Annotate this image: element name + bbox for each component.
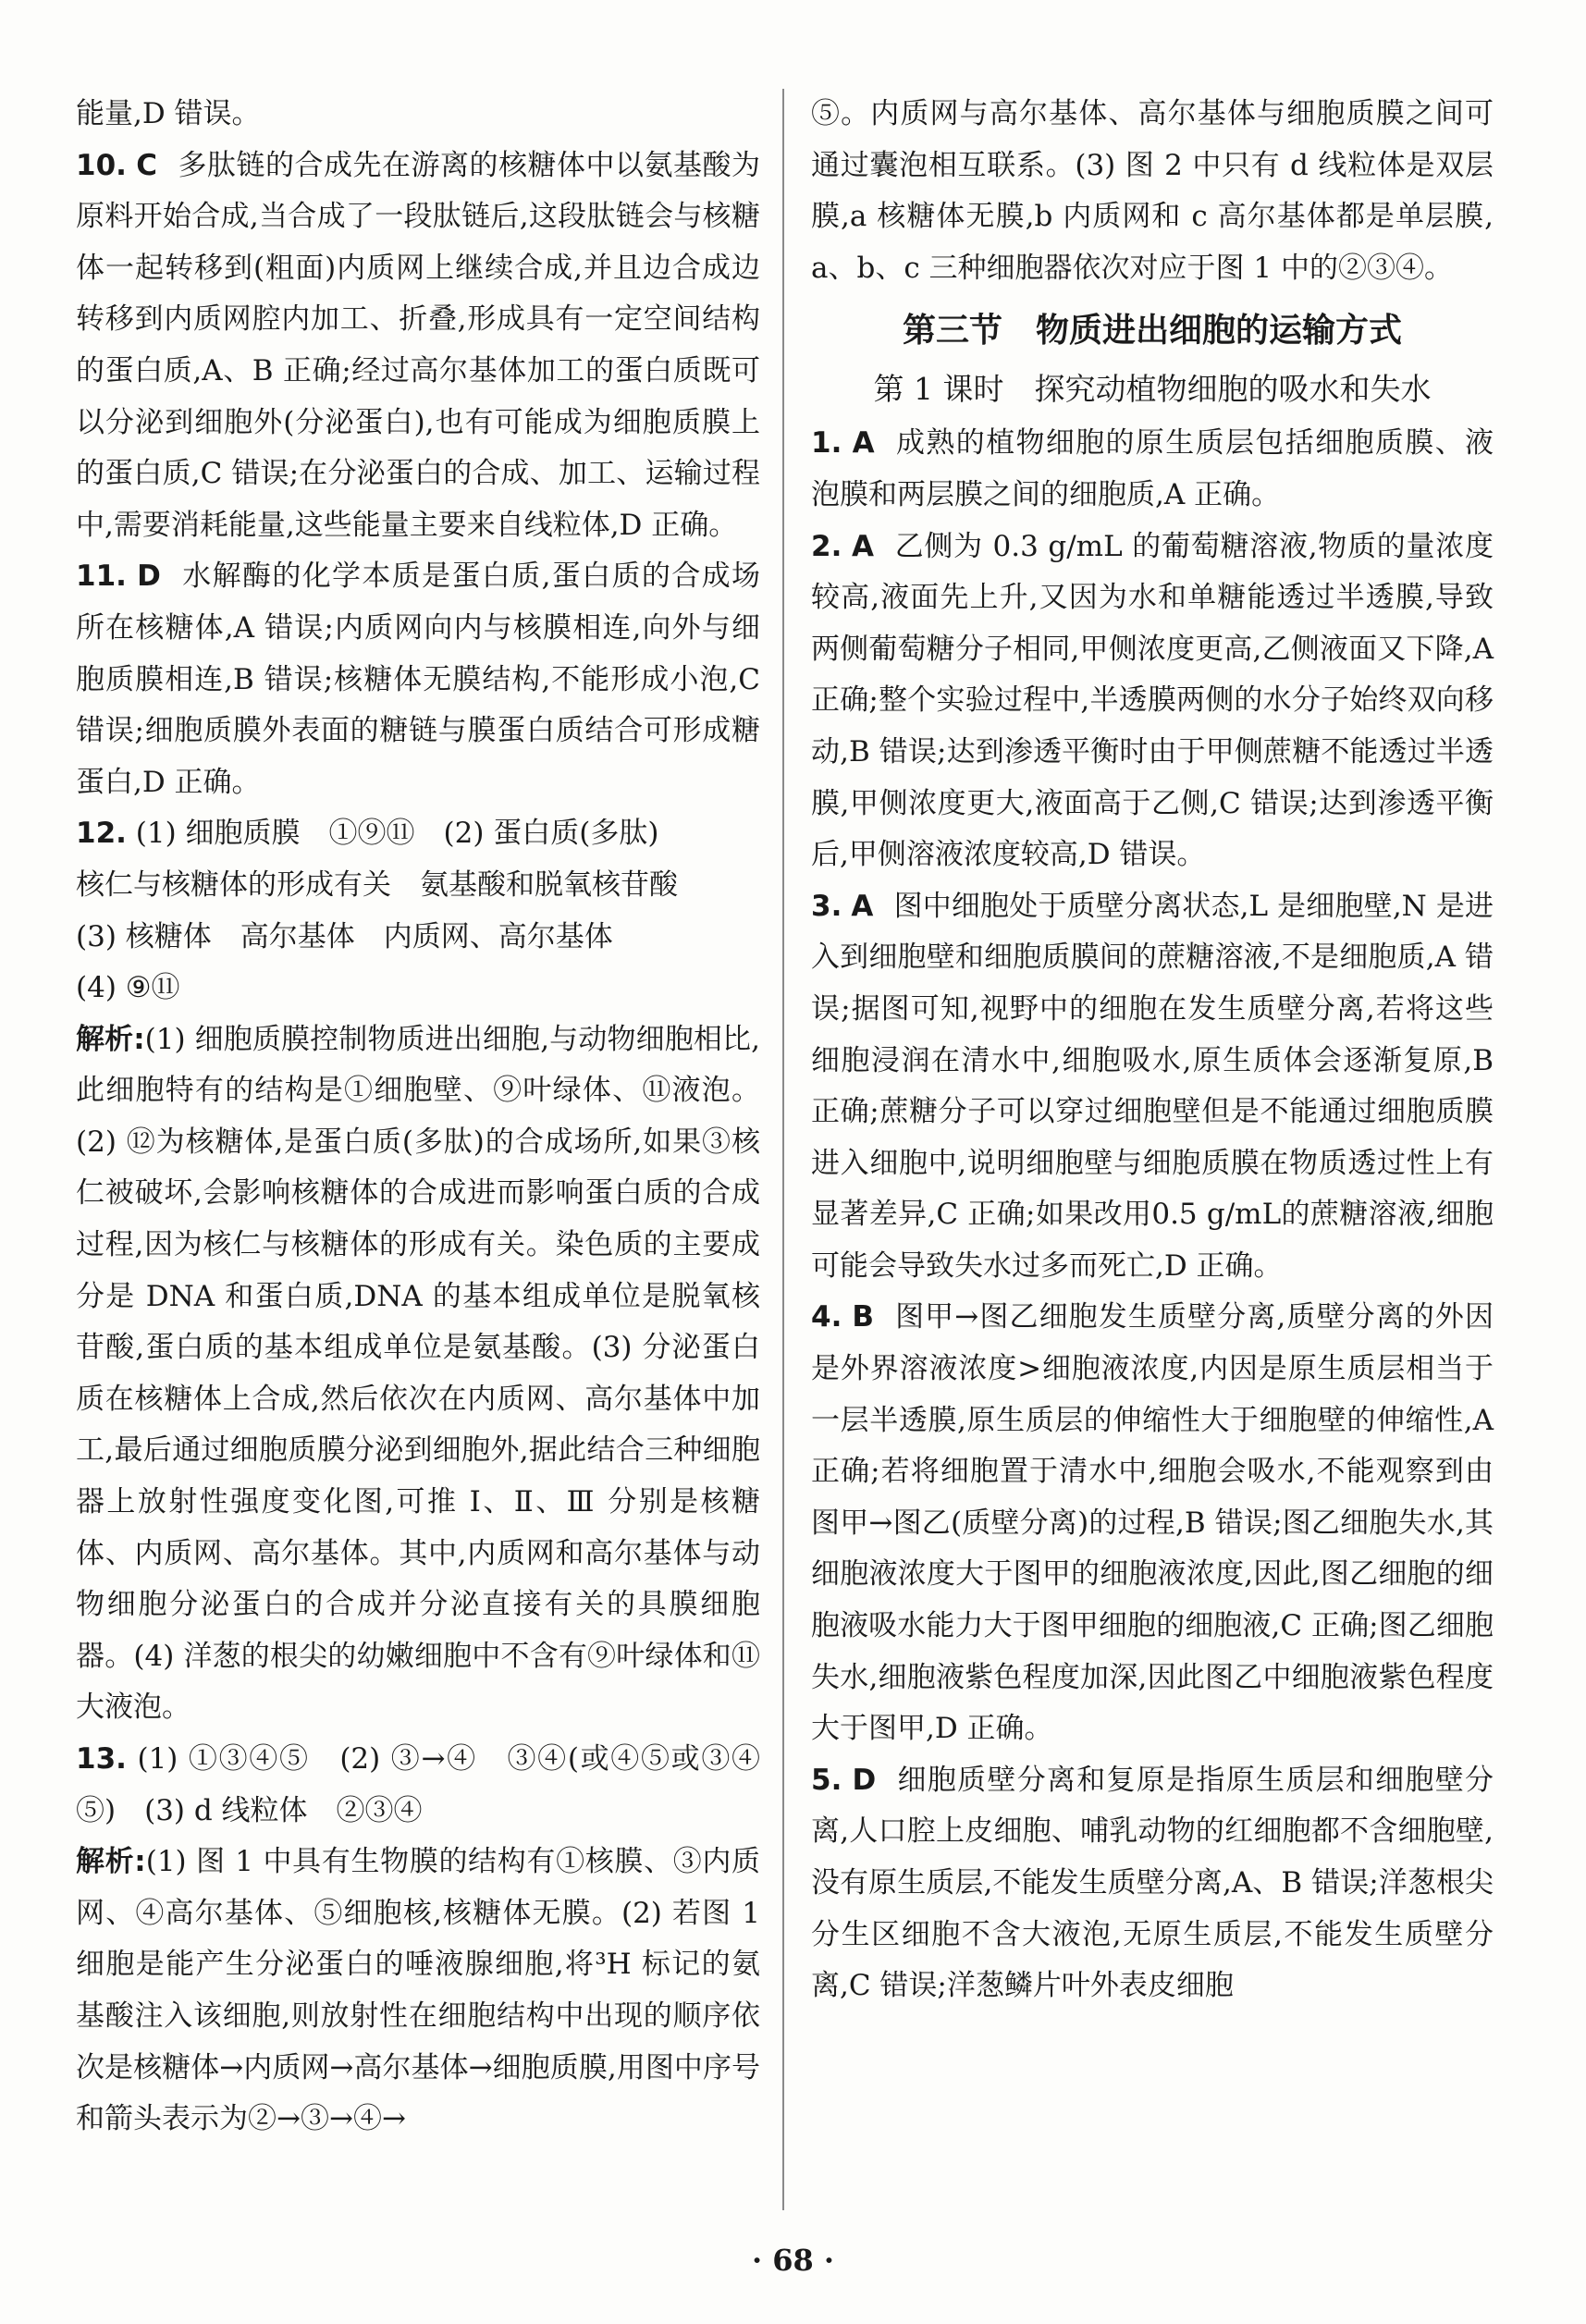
item-answer: A — [851, 529, 874, 563]
page-number: · 68 · — [751, 2243, 835, 2278]
item-number: 4. — [811, 1300, 842, 1334]
answer-item-12 — [76, 808, 760, 1734]
analysis-text: (1) 图 1 中具有生物膜的结构有①核膜、③内质网、④高尔基体、⑤细胞核,核糖体无膜。(2) 若图 1 细胞是能产生分泌蛋白的唾液腺细胞,将³H 标记的氨基酸注入该细胞,则放射性在细胞结构中出现的顺序依次是核糖体→内质网→高尔基体→细胞质膜,用图中序号和箭头表示为②→③→④→ — [76, 1845, 760, 2136]
answer-item-10 — [76, 141, 760, 552]
answer-item-13 — [76, 1734, 760, 2146]
item-explanation: 图甲→图乙细胞发生质壁分离,质壁分离的外因是外界溶液浓度>细胞液浓度,内因是原生质层相当于一层半透膜,原生质层的伸缩性大于细胞壁的伸缩性,A 正确;若将细胞置于清水中,细胞会吸水,不能观察到由图甲→图乙(质壁分离)的过程,B 错误;图乙细胞失水,其细胞液浓度大于图甲的细胞液浓度,因此,图乙细胞的细胞液吸水能力大于图甲细胞的细胞液,C 正确;图乙细胞失水,细胞液紫色程度加深,因此图乙中细胞液紫色程度大于图甲,D 正确。 — [811, 1300, 1494, 1746]
item-answer: D — [137, 559, 161, 594]
item-explanation: 水解酶的化学本质是蛋白质,蛋白质的合成场所在核糖体,A 错误;内质网向内与核膜相连,向外与细胞质膜相连,B 错误;核糖体无膜结构,不能形成小泡,C 错误;细胞质膜外表面的糖链与膜蛋白质结合可形成糖蛋白,D 正确。 — [76, 559, 760, 799]
answer-item-3 — [811, 881, 1494, 1293]
item-answer: A — [852, 426, 875, 461]
item-explanation: 多肽链的合成先在游离的核糖体中以氨基酸为原料开始合成,当合成了一段肽链后,这段肽链会与核糖体一起转移到(粗面)内质网上继续合成,并且边合成边转移到内质网腔内加工、折叠,形成具有一定空间结构的蛋白质,A、B 正确;经过高尔基体加工的蛋白质既可以分泌到细胞外(分泌蛋白),也有可能成为细胞质膜上的蛋白质,C 错误;在分泌蛋白的合成、加工、运输过程中,需要消耗能量,这些能量主要来自线粒体,D 正确。 — [76, 148, 761, 542]
lesson-title: 第 1 课时 探究动植物细胞的吸水和失水 — [873, 371, 1432, 408]
item-explanation: 细胞质壁分离和复原是指原生质层和细胞壁分离,人口腔上皮细胞、哺乳动物的红细胞都不含细胞壁,没有原生质层,不能发生质壁分离,A、B 错误;洋葱根尖分生区细胞不含大液泡,无原生质层,不能发生质壁分离,C 错误;洋葱鳞片叶外表皮细胞 — [811, 1763, 1494, 2003]
item-answer: C — [136, 148, 158, 182]
answer-item-4 — [811, 1292, 1494, 1754]
item-number: 3. — [811, 889, 842, 923]
item-explanation: 乙侧为 0.3 g/mL 的葡萄糖溶液,物质的量浓度较高,液面先上升,又因为水和单糖能透过半透膜,导致两侧葡萄糖分子相同,甲侧浓度更高,乙侧液面又下降,A 正确;整个实验过程中,半透膜两侧的水分子始终双向移动,B 错误;达到渗透平衡时由于甲侧蔗糖不能透过半透膜,甲侧浓度更大,液面高于乙侧,C 错误;达到渗透平衡后,甲侧溶液浓度较高,D 错误。 — [811, 529, 1494, 872]
column-divider — [782, 89, 784, 2210]
item-analysis — [76, 1837, 760, 2146]
analysis-text: (1) 细胞质膜控制物质进出细胞,与动物细胞相比,此细胞特有的结构是①细胞壁、⑨叶绿体、⑪液泡。(2) ⑫为核糖体,是蛋白质(多肽)的合成场所,如果③核仁被破坏,会影响核糖体的合成进而影响蛋白质的合成过程,因为核仁与核糖体的形成有关。染色质的主要成分是 DNA 和蛋白质,DNA 的基本组成单位是脱氧核苷酸,蛋白质的基本组成单位是氨基酸。(3) 分泌蛋白质在核糖体上合成,然后依次在内质网、高尔基体中加工,最后通过细胞质膜分泌到细胞外,据此结合三种细胞器上放射性强度变化图,可推 Ⅰ、Ⅱ、Ⅲ 分别是核糖体、内质网、高尔基体。其中,内质网和高尔基体与动物细胞分泌蛋白的合成并分泌直接有关的具膜细胞器。(4) 洋葱的根尖的幼嫩细胞中不含有⑨叶绿体和⑪大液泡。 — [76, 1022, 760, 1725]
item-number: 2. — [811, 529, 842, 563]
item-number: 13. — [76, 1742, 127, 1776]
item-answer: B — [852, 1300, 874, 1334]
answer-item-5 — [811, 1755, 1494, 2012]
item-answer-line — [76, 808, 760, 860]
left-column — [76, 89, 760, 2146]
item-answer-part: (1) 细胞质膜 ①⑨⑪ (2) 蛋白质(多肽) — [135, 817, 659, 851]
answer-item-2 — [811, 522, 1494, 881]
item-number: 12. — [76, 817, 127, 851]
analysis-label: 解析: — [76, 1845, 146, 1879]
item-explanation: 成熟的植物细胞的原生质层包括细胞质膜、液泡膜和两层膜之间的细胞质,A 正确。 — [811, 426, 1494, 511]
item-number: 5. — [811, 1763, 842, 1797]
item-number: 11. — [76, 559, 127, 594]
item-answer-line — [76, 1734, 760, 1837]
answer-item-1 — [811, 418, 1494, 521]
left-continued-text: 能量,D 错误。 — [76, 97, 261, 130]
item-number: 1. — [811, 426, 842, 461]
item-answer-line: 核仁与核糖体的形成有关 氨基酸和脱氧核苷酸 — [76, 867, 678, 902]
item-number: 10. — [76, 148, 127, 182]
item-answer: A — [851, 889, 874, 923]
right-continued-text: ⑤。内质网与高尔基体、高尔基体与细胞质膜之间可通过囊泡相互联系。(3) 图 2 中只有 d 线粒体是双层膜,a 核糖体无膜,b 内质网和 c 高尔基体都是单层膜,a、b、c 三种细胞器依次对应于图 1 中的②③④。 — [811, 97, 1494, 285]
item-answer-line: (4) ⑨⑪ — [76, 971, 180, 1005]
item-answer-line: (3) 核糖体 高尔基体 内质网、高尔基体 — [76, 919, 613, 953]
section-title: 第三节 物质进出细胞的运输方式 — [902, 312, 1402, 350]
item-explanation: 图中细胞处于质壁分离状态,L 是细胞壁,N 是进入到细胞壁和细胞质膜间的蔗糖溶液,不是细胞质,A 错误;据图可知,视野中的细胞在发生质壁分离,若将这些细胞浸润在清水中,细胞吸水,原生质体会逐渐复原,B 正确;蔗糖分子可以穿过细胞壁但是不能通过细胞质膜进入细胞中,说明细胞壁与细胞质膜在物质透过性上有显著差异,C 正确;如果改用0.5 g/mL的蔗糖溶液,细胞可能会导致失水过多而死亡,D 正确。 — [811, 889, 1494, 1283]
item-analysis — [76, 1014, 760, 1734]
analysis-label: 解析: — [76, 1022, 145, 1056]
item-answer-part: (1) ①③④⑤ (2) ③→④ ③④(或④⑤或③④⑤) (3) d 线粒体 ②③④ — [76, 1742, 760, 1827]
answer-item-11 — [76, 551, 760, 808]
right-column — [811, 89, 1494, 2012]
item-answer: D — [852, 1763, 877, 1797]
